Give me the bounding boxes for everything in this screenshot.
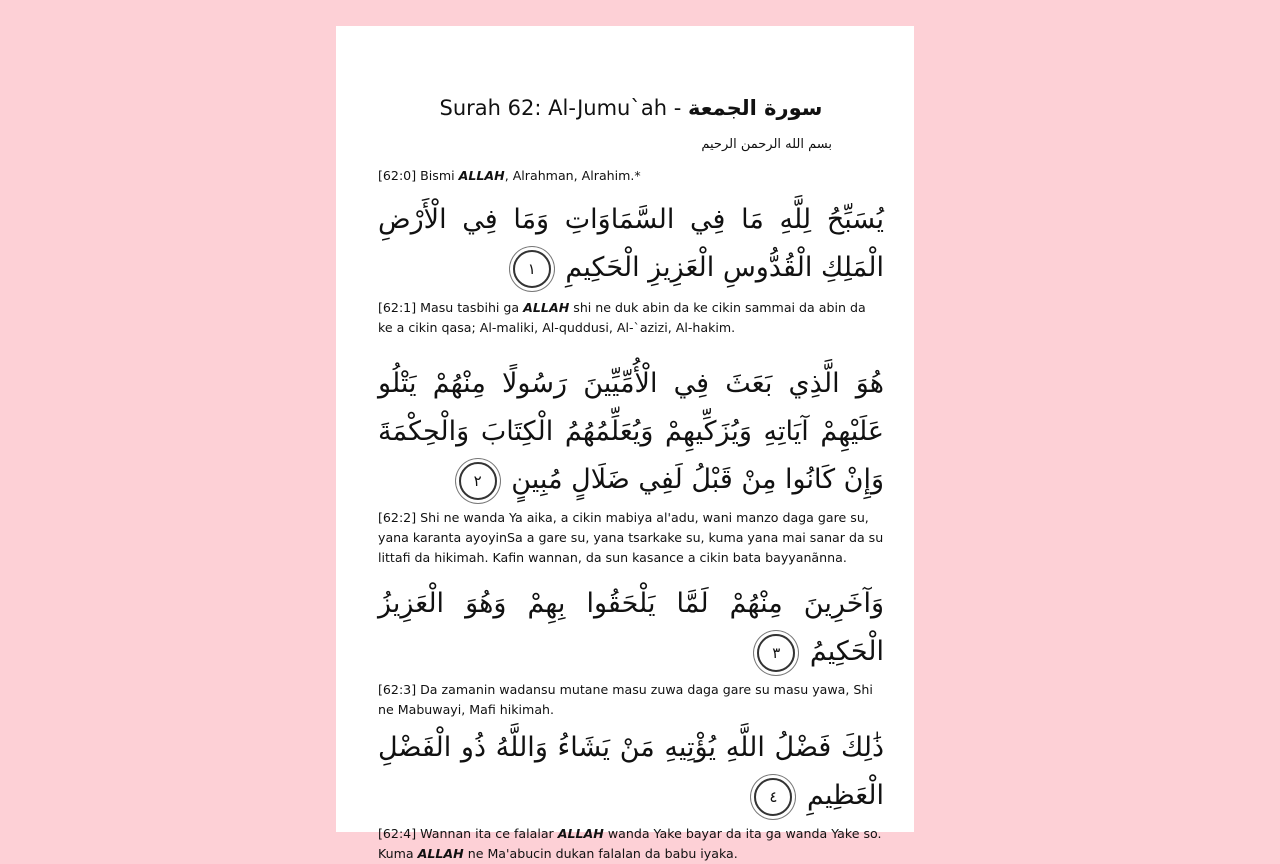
verse-ref: [62:4] bbox=[378, 826, 417, 841]
allah-word: ALLAH bbox=[557, 826, 604, 841]
arabic-text: هُوَ الَّذِي بَعَثَ فِي الْأُمِّيِّينَ رَسُولًا مِنْهُمْ يَتْلُو عَلَيْهِمْ آيَاتِهِ وَيُزَكِّيهِمْ وَيُعَلِّمُهُمُ الْكِتَابَ وَالْحِكْمَةَ وَإِنْ كَانُوا مِنْ قَبْلُ لَفِي ضَلَالٍ مُبِينٍ bbox=[378, 368, 884, 495]
verse-ref: [62:3] bbox=[378, 682, 417, 697]
arabic-verse-2 bbox=[378, 360, 884, 504]
ayah-number-icon: ٣ bbox=[757, 634, 795, 672]
translation-62-2: [62:2] Shi ne wanda Ya aika, a cikin mabiya al'adu, wani manzo daga gare su, yana karanta ayoyinSa a gare su, yana tsarkake su, kuma yana mai sanar da su littafi da hikimah. Kafin wannan, da sun kasance a cikin bata bayyanãnna. bbox=[378, 510, 884, 565]
translation-62-0: [62:0] Bismi ALLAH, Alrahman, Alrahim.* bbox=[378, 168, 641, 183]
allah-word: ALLAH bbox=[458, 168, 505, 183]
translation-62-4: [62:4] Wannan ita ce falalar ALLAH wanda Yake bayar da ita ga wanda Yake so. Kuma ALLAH ne Ma'abucin dukan falalan da babu iyaka. bbox=[378, 826, 882, 861]
surah-title bbox=[378, 92, 884, 124]
ayah-number-icon: ١ bbox=[513, 250, 551, 288]
arabic-text: وَآخَرِينَ مِنْهُمْ لَمَّا يَلْحَقُوا بِهِمْ وَهُوَ الْعَزِيزُ الْحَكِيمُ bbox=[378, 588, 884, 667]
arabic-verse-1 bbox=[378, 196, 884, 292]
ayah-number-icon: ٢ bbox=[459, 462, 497, 500]
arabic-text: ذَٰلِكَ فَضْلُ اللَّهِ يُؤْتِيهِ مَنْ يَشَاءُ وَاللَّهُ ذُو الْفَضْلِ الْعَظِيمِ bbox=[378, 732, 884, 811]
verse-ref: [62:1] bbox=[378, 300, 417, 315]
ayah-number-icon: ٤ bbox=[754, 778, 792, 816]
arabic-verse-4 bbox=[378, 724, 884, 820]
verse-ref: [62:2] bbox=[378, 510, 417, 525]
basmala: بسم الله الرحمن الرحيم bbox=[701, 137, 832, 152]
verse-ref: [62:0] bbox=[378, 168, 417, 183]
translation-62-1: [62:1] Masu tasbihi ga ALLAH shi ne duk abin da ke cikin sammai da abin da ke a cikin qasa; Al-maliki, Al-quddusi, Al-`azizi, Al-hakim. bbox=[378, 300, 866, 335]
allah-word: ALLAH bbox=[523, 300, 570, 315]
arabic-verse-3 bbox=[378, 580, 884, 676]
allah-word: ALLAH bbox=[417, 846, 464, 861]
document-page bbox=[336, 26, 914, 861]
translation-62-3: [62:3] Da zamanin wadansu mutane masu zuwa daga gare su masu yawa, Shi ne Mabuwayi, Mafi hikimah. bbox=[378, 682, 873, 717]
arabic-text: يُسَبِّحُ لِلَّهِ مَا فِي السَّمَاوَاتِ وَمَا فِي الْأَرْضِ الْمَلِكِ الْقُدُّوسِ الْعَزِيزِ الْحَكِيمِ bbox=[378, 204, 884, 283]
surah-title-arabic: سورة الجمعة bbox=[687, 96, 823, 120]
surah-title-latin: Surah 62: Al-Jumu`ah - bbox=[439, 96, 688, 120]
